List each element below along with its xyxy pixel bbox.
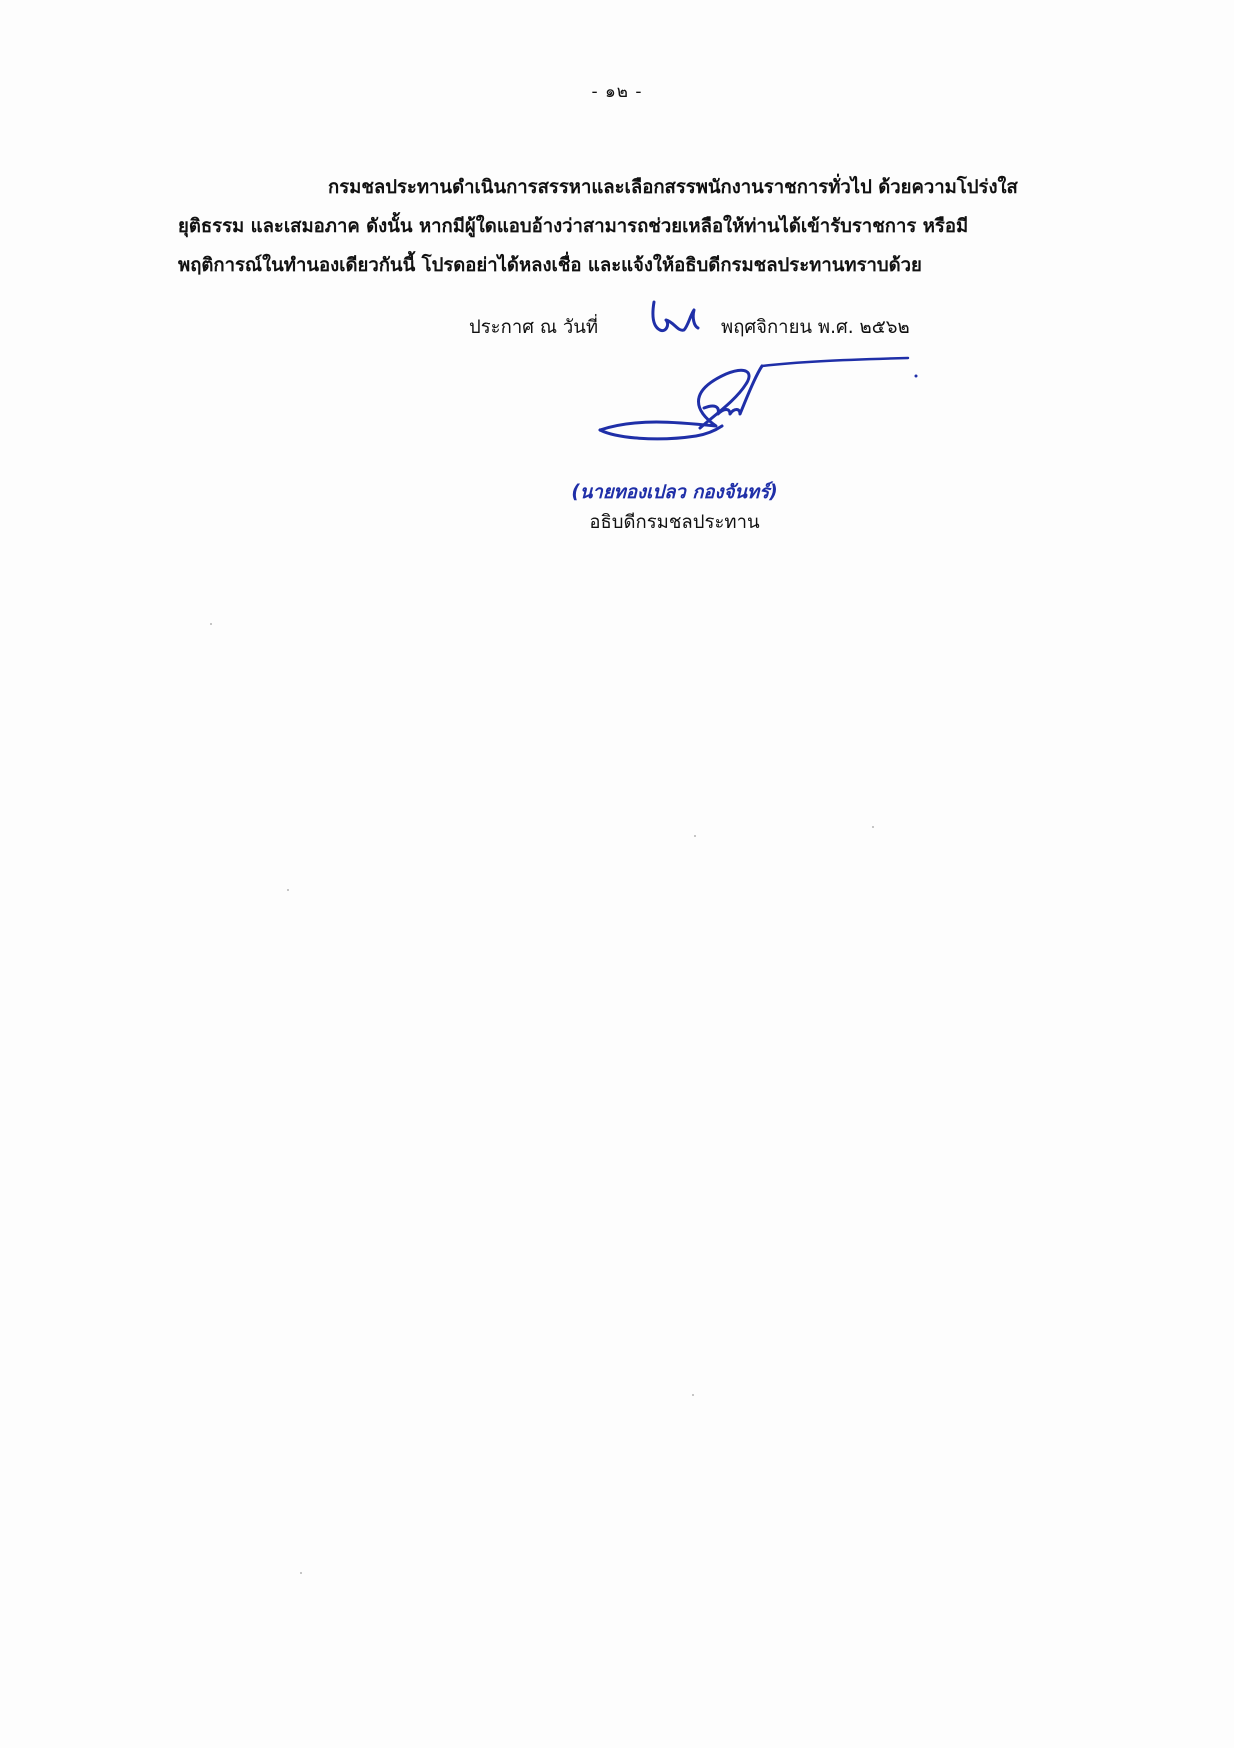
body-paragraph-line-1: กรมชลประทานดำเนินการสรรหาและเลือกสรรพนักงานราชการทั่วไป ด้วยความโปร่งใส	[328, 177, 1018, 198]
body-paragraph-line-3: พฤติการณ์ในทำนองเดียวกันนี้ โปรดอย่าได้หลงเชื่อ และแจ้งให้อธิบดีกรมชลประทานทราบด้วย	[178, 255, 922, 276]
announcement-date-label: ประกาศ ณ วันที่	[469, 317, 599, 338]
announcement-month-year: พฤศจิกายน พ.ศ. ๒๕๖๒	[721, 317, 910, 338]
scan-speck	[287, 889, 289, 891]
signature-graphic	[596, 352, 926, 452]
scan-speck	[694, 835, 696, 837]
signer-title: อธิบดีกรมชลประทาน	[589, 512, 760, 533]
signer-name: (นายทองเปลว กองจันทร์)	[571, 482, 778, 503]
body-paragraph-line-2: ยุติธรรม และเสมอภาค ดังนั้น หากมีผู้ใดแอบอ้างว่าสามารถช่วยเหลือให้ท่านได้เข้ารับราชการ หรือมี	[178, 216, 969, 237]
scan-speck	[300, 1572, 302, 1574]
handwritten-day-number	[648, 296, 700, 338]
scan-speck	[210, 623, 212, 625]
scan-speck	[872, 826, 874, 828]
scan-speck	[692, 1394, 694, 1396]
page-number: - ๑๒ -	[591, 82, 643, 102]
